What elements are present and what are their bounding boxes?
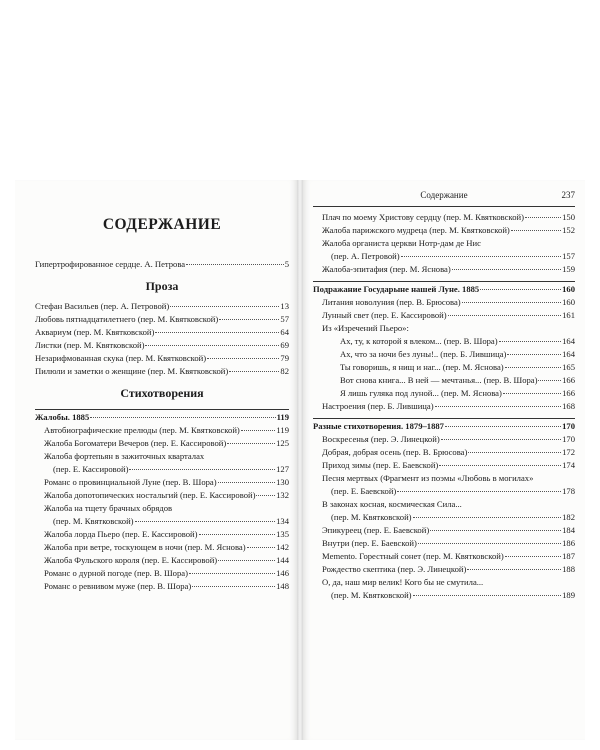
entry-page: 13 bbox=[280, 301, 289, 311]
toc-entry bbox=[313, 434, 575, 445]
toc-entry-line: В законах косная, космическая Сила... bbox=[322, 499, 462, 509]
leader-dots bbox=[511, 230, 561, 231]
leader-dots bbox=[219, 319, 279, 320]
entry-title: Разные стихотворения. 1879–1887 bbox=[313, 421, 444, 431]
toc-entry bbox=[313, 486, 575, 497]
entry-page: 119 bbox=[276, 412, 289, 422]
toc-entry bbox=[313, 401, 575, 412]
leader-dots bbox=[439, 465, 561, 466]
leader-dots bbox=[247, 547, 276, 548]
toc-entry bbox=[313, 551, 575, 562]
section-rule bbox=[313, 281, 575, 282]
toc-entry bbox=[35, 490, 289, 501]
entry-page: 79 bbox=[280, 353, 289, 363]
leader-dots bbox=[499, 341, 562, 342]
entry-title: Ах, ту, к которой я влеком... (пер. В. Шора) bbox=[340, 336, 498, 346]
entry-page: 144 bbox=[276, 555, 289, 565]
toc-entry bbox=[313, 251, 575, 262]
leader-dots bbox=[413, 517, 562, 518]
entry-title: Аквариум (пер. М. Квятковской) bbox=[35, 327, 155, 337]
leader-dots bbox=[145, 345, 279, 346]
entry-title: Листки (пер. М. Квятковской) bbox=[35, 340, 145, 350]
leader-dots bbox=[505, 556, 561, 557]
toc-entry bbox=[313, 525, 575, 536]
entry-page: 178 bbox=[562, 486, 575, 496]
toc-entry bbox=[313, 310, 575, 321]
toc-entry bbox=[35, 529, 289, 540]
toc-group-heading bbox=[35, 412, 289, 423]
leader-dots bbox=[397, 491, 561, 492]
toc-entry bbox=[35, 516, 289, 527]
entry-title: Воскресенья (пер. Э. Линецкой) bbox=[322, 434, 440, 444]
entry-title: Memento. Горестный сонет (пер. М. Квятковской) bbox=[322, 551, 504, 561]
entry-title: Жалоба лорда Пьеро (пер. Е. Кассировой) bbox=[44, 529, 198, 539]
entry-title: Вот снова книга... В ней — мечтанья... (пер. В. Шора) bbox=[340, 375, 538, 385]
toc-entry bbox=[35, 314, 289, 325]
entry-title: Настроения (пер. Б. Лившица) bbox=[322, 401, 434, 411]
toc-entry-line: Жалоба фортепьян в зажиточных кварталах bbox=[44, 451, 205, 461]
toc-entry-line: Песня мертвых (Фрагмент из поэмы «Любовь в могилах» bbox=[322, 473, 534, 483]
leader-dots bbox=[430, 530, 561, 531]
entry-page: 170 bbox=[562, 434, 575, 444]
entry-page: 125 bbox=[276, 438, 289, 448]
entry-title: Ах, что за ночи без луны!.. (пер. Б. Лившица) bbox=[340, 349, 507, 359]
entry-page: 64 bbox=[280, 327, 289, 337]
leader-dots bbox=[129, 469, 275, 470]
entry-title: Жалоба парижского мудреца (пер. М. Квятковской) bbox=[322, 225, 510, 235]
toc-entry-intro bbox=[35, 259, 289, 270]
entry-page: 161 bbox=[562, 310, 575, 320]
entry-page: 164 bbox=[562, 349, 575, 359]
entry-page: 160 bbox=[562, 284, 575, 294]
leader-dots bbox=[435, 406, 562, 407]
entry-page: 119 bbox=[276, 425, 289, 435]
entry-title: (пер. Е. Баевской) bbox=[331, 486, 397, 496]
leader-dots bbox=[445, 426, 561, 427]
toc-entry bbox=[313, 460, 575, 471]
leader-dots bbox=[189, 573, 275, 574]
entry-page: 132 bbox=[276, 490, 289, 500]
toc-entry bbox=[313, 388, 575, 399]
entry-title: (пер. А. Петровой) bbox=[331, 251, 400, 261]
toc-entry bbox=[313, 375, 575, 386]
leader-dots bbox=[480, 289, 561, 290]
entry-title: (пер. М. Квятковской) bbox=[331, 512, 412, 522]
leader-dots bbox=[229, 371, 279, 372]
entry-title: Приход зимы (пер. Е. Баевской) bbox=[322, 460, 439, 470]
entry-page: 165 bbox=[562, 362, 575, 372]
entry-page: 148 bbox=[276, 581, 289, 591]
leader-dots bbox=[538, 380, 561, 381]
leader-dots bbox=[241, 430, 276, 431]
entry-page: 57 bbox=[280, 314, 289, 324]
leader-dots bbox=[507, 354, 561, 355]
leader-dots bbox=[525, 217, 561, 218]
leader-dots bbox=[401, 256, 562, 257]
leader-dots bbox=[467, 569, 561, 570]
toc-entry bbox=[35, 542, 289, 553]
entry-page: 127 bbox=[276, 464, 289, 474]
page-number: 237 bbox=[561, 190, 575, 200]
toc-title: СОДЕРЖАНИЕ bbox=[102, 216, 222, 233]
toc-entry bbox=[313, 349, 575, 360]
entry-page: 187 bbox=[562, 551, 575, 561]
toc-entry bbox=[35, 340, 289, 351]
entry-page: 182 bbox=[562, 512, 575, 522]
leader-dots bbox=[207, 358, 279, 359]
leader-dots bbox=[199, 534, 276, 535]
entry-page: 157 bbox=[562, 251, 575, 261]
leader-dots bbox=[135, 521, 276, 522]
entry-title: Автобиографические прелюды (пер. М. Квятковской) bbox=[44, 425, 240, 435]
toc-entry bbox=[313, 362, 575, 373]
leader-dots bbox=[218, 482, 276, 483]
toc-entry bbox=[313, 512, 575, 523]
entry-title: Лунный свет (пер. Е. Кассировой) bbox=[322, 310, 447, 320]
entry-title: Плач по моему Христову сердцу (пер. М. Квятковской) bbox=[322, 212, 524, 222]
entry-page: 135 bbox=[276, 529, 289, 539]
entry-page: 5 bbox=[284, 259, 289, 269]
running-head-title: Содержание bbox=[420, 190, 468, 200]
entry-title: Добрая, добрая осень (пер. В. Брюсова) bbox=[322, 447, 468, 457]
toc-entry bbox=[313, 564, 575, 575]
toc-entry-line: О, да, наш мир велик! Кого бы не смутила... bbox=[322, 577, 484, 587]
header-rule bbox=[313, 206, 575, 207]
entry-title: Я лишь гуляка под луной... (пер. М. Яснова) bbox=[340, 388, 502, 398]
leader-dots bbox=[90, 417, 275, 418]
section-rule bbox=[35, 409, 289, 410]
entry-page: 134 bbox=[276, 516, 289, 526]
entry-title: Эпикуреец (пер. Е. Баевской) bbox=[322, 525, 430, 535]
leader-dots bbox=[452, 269, 561, 270]
entry-page: 186 bbox=[562, 538, 575, 548]
entry-title: Подражание Государыне нашей Луне. 1885 bbox=[313, 284, 480, 294]
entry-title: Рождество скептика (пер. Э. Линецкой) bbox=[322, 564, 467, 574]
entry-page: 184 bbox=[562, 525, 575, 535]
leader-dots bbox=[462, 302, 561, 303]
entry-title: Жалобы. 1885 bbox=[35, 412, 90, 422]
toc-entry-line: Жалоба на тщету брачных обрядов bbox=[44, 503, 173, 513]
toc-entry bbox=[313, 212, 575, 223]
toc-entry bbox=[313, 225, 575, 236]
leader-dots bbox=[418, 543, 561, 544]
leader-dots bbox=[448, 315, 562, 316]
toc-entry bbox=[313, 264, 575, 275]
toc-entry bbox=[313, 538, 575, 549]
right-page bbox=[303, 180, 585, 740]
section-heading-prose: Проза bbox=[145, 279, 179, 293]
toc-group-heading bbox=[313, 421, 575, 432]
section-heading-poems: Стихотворения bbox=[120, 386, 204, 400]
entry-page: 130 bbox=[276, 477, 289, 487]
leader-dots bbox=[468, 452, 561, 453]
leader-dots bbox=[413, 595, 562, 596]
entry-title: Стефан Васильев (пер. А. Петровой) bbox=[35, 301, 170, 311]
toc-entry bbox=[313, 447, 575, 458]
entry-page: 152 bbox=[562, 225, 575, 235]
entry-title: Романс о дурной погоде (пер. В. Шора) bbox=[44, 568, 188, 578]
entry-title: Гипертрофированное сердце. А. Петрова bbox=[35, 259, 186, 269]
entry-page: 170 bbox=[562, 421, 575, 431]
entry-title: Жалоба-эпитафия (пер. М. Яснова) bbox=[322, 264, 451, 274]
entry-page: 174 bbox=[562, 460, 575, 470]
entry-page: 146 bbox=[276, 568, 289, 578]
toc-entry bbox=[313, 336, 575, 347]
toc-entry bbox=[35, 477, 289, 488]
leader-dots bbox=[256, 495, 275, 496]
entry-title: Литания новолуния (пер. В. Брюсова) bbox=[322, 297, 461, 307]
toc-entry bbox=[35, 327, 289, 338]
entry-page: 188 bbox=[562, 564, 575, 574]
leader-dots bbox=[170, 306, 279, 307]
toc-entry bbox=[35, 353, 289, 364]
section-rule bbox=[313, 418, 575, 419]
leader-dots bbox=[192, 586, 275, 587]
entry-title: (пер. М. Квятковской) bbox=[53, 516, 134, 526]
entry-page: 189 bbox=[562, 590, 575, 600]
leader-dots bbox=[227, 443, 275, 444]
entry-title: Внутри (пер. Е. Баевской) bbox=[322, 538, 417, 548]
entry-page: 172 bbox=[562, 447, 575, 457]
leader-dots bbox=[441, 439, 561, 440]
entry-page: 150 bbox=[562, 212, 575, 222]
toc-entry-line: Из «Изречений Пьеро»: bbox=[322, 323, 409, 333]
entry-page: 168 bbox=[562, 401, 575, 411]
toc-entry bbox=[35, 568, 289, 579]
entry-page: 159 bbox=[562, 264, 575, 274]
entry-title: Жалоба Фульского короля (пер. Е. Кассировой) bbox=[44, 555, 218, 565]
entry-title: Ты говоришь, я нищ и наг... (пер. М. Яснова) bbox=[340, 362, 504, 372]
entry-page: 142 bbox=[276, 542, 289, 552]
toc-entry bbox=[35, 581, 289, 592]
entry-title: Жалоба Богоматери Вечеров (пер. Е. Кассировой) bbox=[44, 438, 227, 448]
leader-dots bbox=[503, 393, 561, 394]
entry-title: Жалоба при ветре, тоскующем в ночи (пер. М. Яснова) bbox=[44, 542, 246, 552]
entry-title: Жалоба допотопических ностальгий (пер. Е. Кассировой) bbox=[44, 490, 256, 500]
entry-page: 166 bbox=[562, 388, 575, 398]
toc-entry bbox=[35, 555, 289, 566]
entry-title: Незарифмованная скука (пер. М. Квятковской) bbox=[35, 353, 207, 363]
entry-title: (пер. Е. Кассировой) bbox=[53, 464, 129, 474]
entry-title: (пер. М. Квятковской) bbox=[331, 590, 412, 600]
leader-dots bbox=[155, 332, 279, 333]
toc-entry bbox=[313, 590, 575, 601]
toc-group-heading bbox=[313, 284, 575, 295]
entry-title: Романс о ревнивом муже (пер. В. Шора) bbox=[44, 581, 192, 591]
toc-entry bbox=[313, 297, 575, 308]
entry-page: 166 bbox=[562, 375, 575, 385]
toc-entry bbox=[35, 464, 289, 475]
toc-entry bbox=[35, 425, 289, 436]
entry-title: Пилюли и заметки о женщине (пер. М. Квятковской) bbox=[35, 366, 229, 376]
toc-entry bbox=[35, 438, 289, 449]
entry-page: 160 bbox=[562, 297, 575, 307]
entry-title: Любовь пятнадцатилетнего (пер. М. Квятковской) bbox=[35, 314, 219, 324]
entry-title: Романс о провинциальной Луне (пер. В. Шора) bbox=[44, 477, 217, 487]
toc-entry-line: Жалоба органиста церкви Нотр-дам де Нис bbox=[322, 238, 481, 248]
leader-dots bbox=[218, 560, 275, 561]
leader-dots bbox=[186, 264, 284, 265]
toc-entry bbox=[35, 301, 289, 312]
left-page bbox=[15, 180, 297, 740]
entry-page: 82 bbox=[280, 366, 289, 376]
entry-page: 164 bbox=[562, 336, 575, 346]
toc-entry bbox=[35, 366, 289, 377]
leader-dots bbox=[505, 367, 561, 368]
entry-page: 69 bbox=[280, 340, 289, 350]
